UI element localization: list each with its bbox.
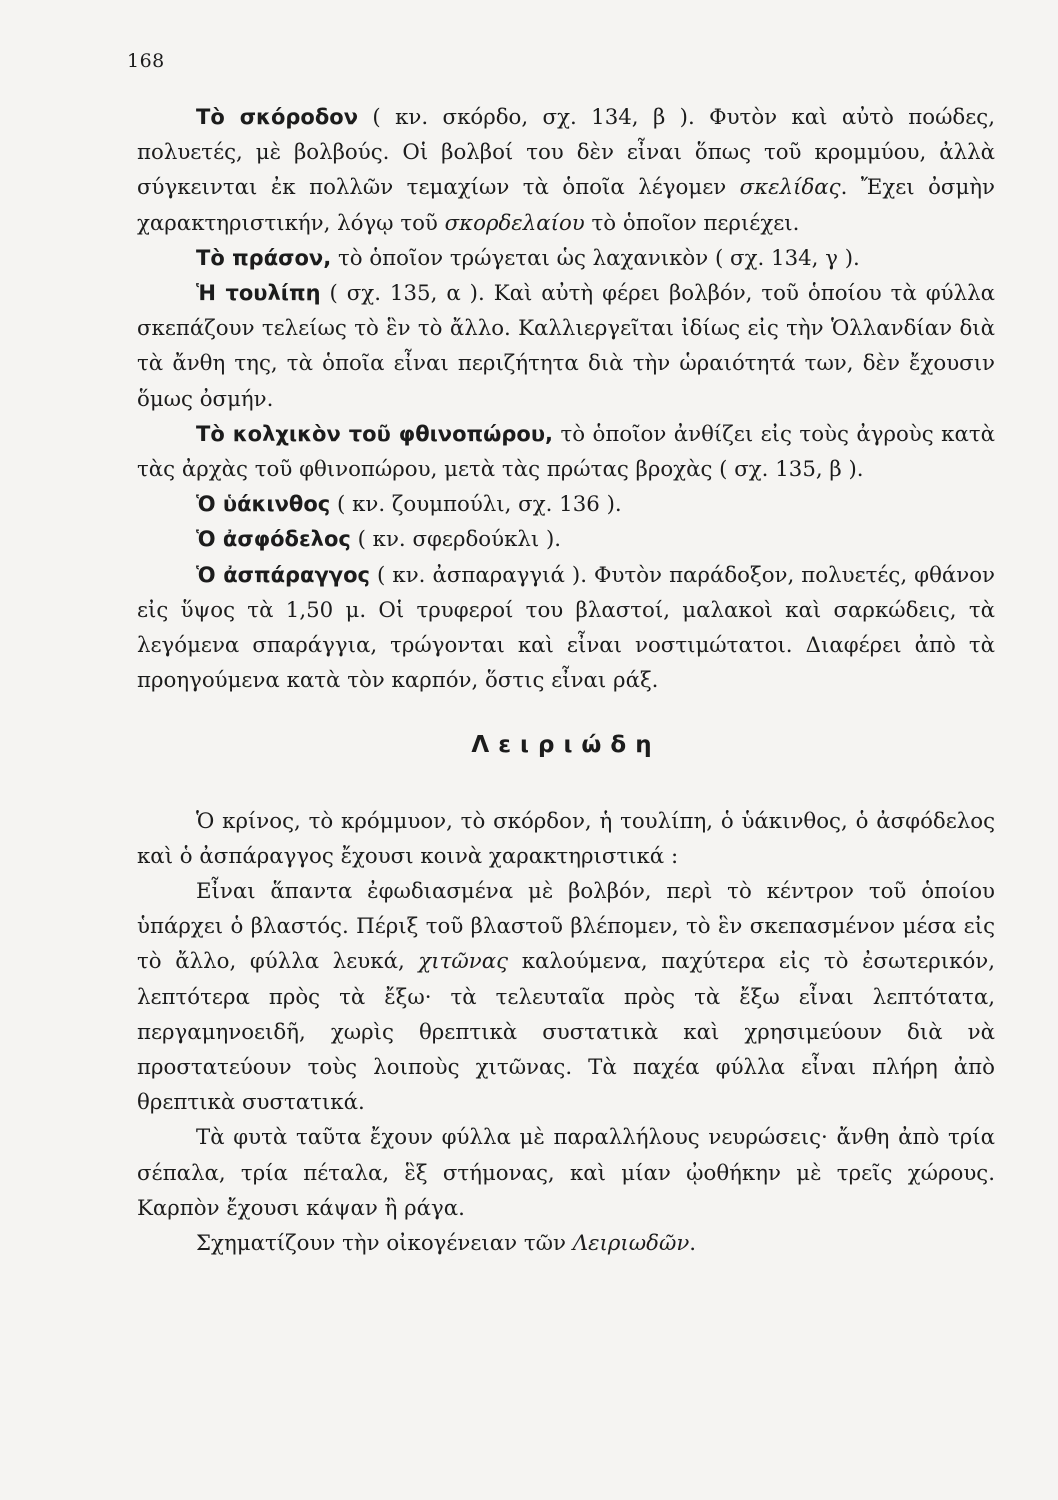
- entry-asparagus: [137, 558, 995, 699]
- paragraph-4: [137, 1226, 995, 1261]
- paragraph-text: καλούμενα, παχύτερα εἰς τὸ ἐσωτερικόν, λεπτότερα πρὸς τὰ ἔξω· τὰ τελευταῖα πρὸς τὰ ἔξω εἶναι λεπτότατα, περγαμηνοειδῆ, χωρὶς θρεπτικὰ συστατικὰ καὶ χρησιμεύουν διὰ νὰ προστατεύουν τοὺς λοιποὺς χιτῶνας. Τὰ παχέα φύλλα εἶναι πλήρη ἀπὸ θρεπτικὰ συστατικά.: [137, 949, 995, 1116]
- entry-asphodel: [137, 522, 995, 557]
- entry-text: τὸ ὁποῖον τρώγεται ὡς λαχανικὸν ( σχ. 134, γ ).: [331, 245, 860, 271]
- entry-term: Ὁ ἀσφόδελος: [196, 527, 351, 552]
- entry-colchicum: [137, 417, 995, 487]
- paragraph-text: Σχηματίζουν τὴν οἰκογένειαν τῶν: [196, 1231, 573, 1257]
- entry-text: ( κν. ζουμπούλι, σχ. 136 ).: [330, 492, 622, 518]
- paragraph-italic: Λειριωδῶν: [572, 1231, 690, 1257]
- entry-term: Τὸ κολχικὸν τοῦ φθινοπώρου,: [196, 421, 554, 446]
- paragraph-text: .: [689, 1231, 697, 1257]
- entry-text: . Ἔχει ὀσμὴν χαρακτηριστικήν, λόγῳ τοῦ: [137, 175, 995, 236]
- page-number: 168: [127, 50, 165, 72]
- entry-term: Ὁ ἀσπάραγγος: [196, 562, 370, 587]
- entry-term: Τὸ σκόροδον: [196, 105, 359, 129]
- entry-text: ( σχ. 135, α ). Καὶ αὐτὴ φέρει βολβόν, τοῦ ὁποίου τὰ φύλλα σκεπάζουν τελείως τὸ ἓν τὸ ἄλλο. Καλλιεργεῖται ἰδίως εἰς τὴν Ὁλλανδίαν διὰ τὰ ἄνθη της, τὰ ὁποῖα εἶναι περιζήτητα διὰ τὴν ὡραιότητά των, δὲν ἔχουσιν ὅμως ὀσμήν.: [137, 281, 995, 412]
- paragraph-text: Εἶναι ἅπαντα ἐφωδιασμένα μὲ βολβόν, περὶ τὸ κέντρον τοῦ ὁποίου ὑπάρχει ὁ βλαστός. Πέριξ τοῦ βλαστοῦ βλέπομεν, τὸ ἓν σκεπασμένον μέσα εἰς τὸ ἄλλο, φύλλα λευκά,: [137, 879, 995, 975]
- entry-italic: σκορδελαίου: [444, 210, 585, 236]
- entry-garlic: [137, 100, 995, 241]
- entry-hyacinth: [137, 487, 995, 522]
- paragraph-2: [137, 874, 995, 1120]
- entry-text: ( κν. ἀσπαραγγιά ). Φυτὸν παράδοξον, πολυετές, φθάνον εἰς ὕψος τὰ 1,50 μ. Οἱ τρυφεροί του βλαστοί, μαλακοὶ καὶ σαρκώδεις, τὰ λεγόμενα σπαράγγια, τρώγονται καὶ εἶναι νοστιμώτατοι. Διαφέρει ἀπὸ τὰ προηγούμενα κατὰ τὸν καρπόν, ὅστις εἶναι ράξ.: [137, 562, 996, 694]
- entry-term: Ὁ ὑάκινθος: [196, 492, 331, 517]
- entry-term: Ἡ τουλίπη: [196, 281, 321, 306]
- entry-text: τὸ ὁποῖον περιέχει.: [584, 210, 800, 236]
- paragraph-italic: χιτῶνας: [418, 949, 509, 975]
- entry-text: ( κν. σφερδούκλι ).: [350, 527, 562, 553]
- entry-term: Τὸ πράσον,: [196, 245, 332, 270]
- paragraph-1: Ὁ κρίνος, τὸ κρόμμυον, τὸ σκόρδον, ἡ τουλίπη, ὁ ὑάκινθος, ὁ ἀσφόδελος καὶ ὁ ἀσπάραγγος ἔχουσι κοινὰ χαρακτηριστικά :: [137, 808, 995, 869]
- entry-tulip: [137, 276, 995, 417]
- entry-text: ( κν. σκόρδο, σχ. 134, β ). Φυτὸν καὶ αὐτὸ ποώδες, πολυετές, μὲ βολβούς. Οἱ βολβοί του δὲν εἶναι ὅπως τοῦ κρομμύου, ἀλλὰ σύγκεινται ἐκ πολλῶν τεμαχίων τὰ ὁποῖα λέγομεν: [137, 105, 995, 201]
- section-heading: Λειριώδη: [471, 732, 661, 759]
- entry-leek: [137, 241, 995, 276]
- entry-text: τὸ ὁποῖον ἀνθίζει εἰς τοὺς ἀγροὺς κατὰ τὰς ἀρχὰς τοῦ φθινοπώρου, μετὰ τὰς πρώτας βροχὰς ( σχ. 135, β ).: [137, 421, 995, 483]
- entry-italic: σκελίδας: [739, 175, 841, 201]
- page-content: [137, 100, 995, 1261]
- paragraph-3: Τὰ φυτὰ ταῦτα ἔχουν φύλλα μὲ παραλλήλους νευρώσεις· ἄνθη ἀπὸ τρία σέπαλα, τρία πέταλα, ἓξ στήμονας, καὶ μίαν ᾠοθήκην μὲ τρεῖς χώρους. Καρπὸν ἔχουσι κάψαν ἢ ράγα.: [137, 1125, 995, 1221]
